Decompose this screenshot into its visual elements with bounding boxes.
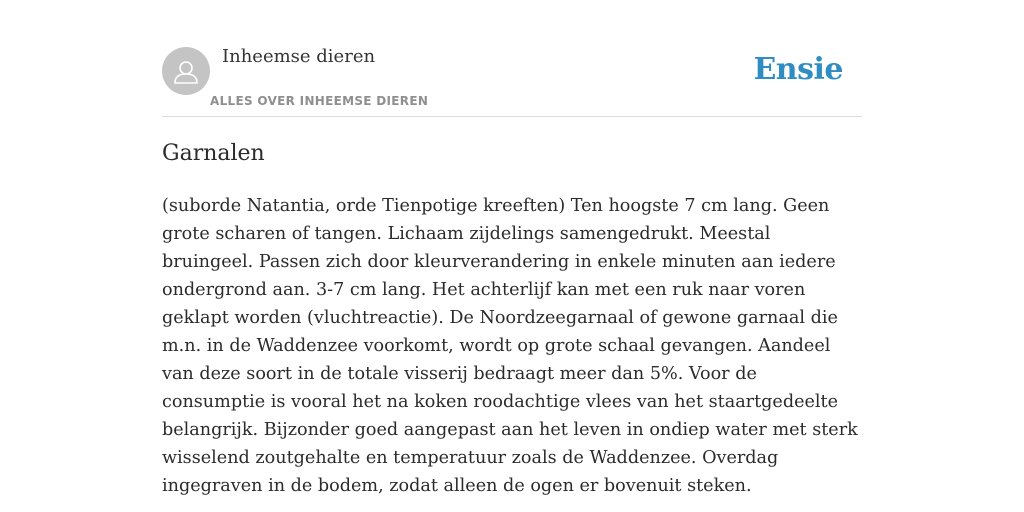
page-header bbox=[162, 0, 862, 117]
page-title: Garnalen bbox=[162, 141, 265, 166]
page-container bbox=[162, 0, 862, 496]
article-body: (suborde Natantia, orde Tienpotige kreeften) Ten hoogste 7 cm lang. Geen grote scharen of tangen. Lichaam zijdelings samengedrukt. Meestal bruingeel. Passen zich door kleurverandering in enkele minuten aan iedere ondergrond aan. 3-7 cm lang. Het achterlijf kan met een ruk naar voren geklapt worden (vluchtreactie). De Noordzeegarnaal of gewone garnaal die m.n. in de Waddenzee voorkomt, wordt op grote schaal gevangen. Aandeel van deze soort in de totale visserij bedraagt meer dan 5%. Voor de consumptie is vooral het na koken roodachtige vlees van het staartgedeelte belangrijk. Bijzonder goed aangepast aan het leven in ondiep water met sterk wisselend zoutgehalte en temperatuur zoals de Waddenzee. Overdag ingegraven in de bodem, zodat alleen de ogen er bovenuit steken. bbox=[162, 196, 858, 496]
user-icon bbox=[162, 47, 210, 95]
brand-logo[interactable]: Ensie bbox=[753, 52, 843, 87]
avatar[interactable] bbox=[162, 47, 210, 95]
author-subtitle: ALLES OVER INHEEMSE DIEREN bbox=[210, 94, 429, 108]
author-name[interactable]: Inheemse dieren bbox=[222, 46, 376, 67]
